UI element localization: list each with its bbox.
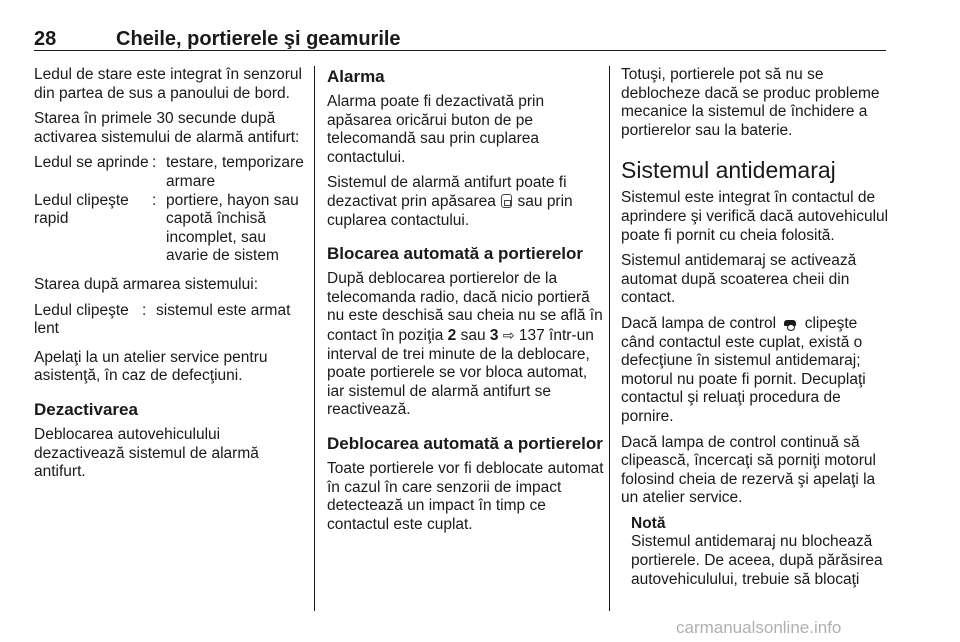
paragraph: Sistemul este integrat în contactul de aprindere şi verifică dacă autovehiculul poate fi pornit cu cheia folosită.	[621, 189, 889, 244]
text-span: sau prin cuplarea contactului.	[327, 192, 573, 229]
text-span: clipeşte când contactul este cuplat, există o defecţiune în sistemul antidemaraj; motorul nu poate fi pornit. Decuplaţi contactul şi reluaţi procedura de pornire.	[621, 314, 866, 425]
paragraph: Deblocarea autovehiculului dezactivează sistemul de alarmă antifurt.	[34, 425, 259, 481]
table-value: portiere, hayon sau capotă închisă incomplet, sau avarie de sistem	[166, 191, 299, 265]
table-value: sistemul este armat	[156, 301, 291, 319]
table-separator: :	[152, 191, 157, 209]
position-number: 2	[447, 326, 457, 344]
status-table-armed	[34, 302, 304, 339]
paragraph	[327, 270, 605, 420]
header-divider	[34, 50, 886, 51]
table-separator: :	[142, 301, 147, 319]
paragraph	[621, 315, 889, 427]
column-divider-1	[314, 66, 315, 611]
paragraph: Ledul de stare este integrat în senzorul din partea de sus a panoului de bord.	[34, 66, 302, 102]
text-span: Dacă lampa de control	[621, 314, 777, 332]
position-number: 3	[489, 326, 499, 344]
paragraph: Starea după armarea sistemului:	[34, 275, 259, 293]
paragraph	[327, 174, 605, 230]
section-heading: Deblocarea automată a portierelor	[327, 433, 603, 453]
paragraph: Toate portierele vor fi deblocate automat în cazul în care senzorii de impact detectează un impact în timp ce contactul este cuplat.	[327, 459, 604, 533]
note-title: Notă	[631, 514, 666, 532]
column-divider-2	[609, 66, 610, 611]
column-1	[34, 66, 304, 489]
note-text: Sistemul antidemaraj nu blochează portierele. De aceea, după părăsirea autovehiculului, trebuie să blocaţi	[631, 533, 883, 588]
note-box	[631, 515, 889, 589]
table-label: Ledul clipeşte lent	[34, 301, 129, 338]
section-heading-large: Sistemul antidemaraj	[621, 157, 836, 184]
paragraph: Totuşi, portierele pot să nu se deblocheze dacă se produc probleme mecanice la sistemul de închidere a portierelor sau la baterie.	[621, 66, 880, 139]
table-value: testare, temporizare armare	[166, 154, 304, 190]
table-label: Ledul clipeşte rapid	[34, 191, 129, 228]
alarm-button-icon	[501, 194, 512, 208]
immobilizer-car-icon	[783, 317, 797, 329]
arrow-icon[interactable]: ⇨	[502, 326, 515, 343]
watermark: carmanualsonline.info	[676, 618, 842, 637]
text-span: După deblocarea portierelor de la telecomanda radio, dacă nicio portieră nu este deschisă sau cheia nu se află în contact în poziţia	[327, 270, 603, 344]
paragraph: Alarma poate fi dezactivată prin apăsarea oricărui buton de pe telecomandă sau prin cuplarea contactului.	[327, 93, 545, 166]
paragraph: Sistemul antidemaraj se activează automat după scoaterea cheii din contact.	[621, 252, 857, 307]
section-heading: Blocarea automată a portierelor	[327, 244, 584, 264]
table-label: Ledul se aprinde	[34, 154, 149, 172]
text-span: 137 într-un interval de trei minute de la deblocare, poate portierele se vor bloca automat, iar sistemul de alarmă antifurt se reactivează.	[327, 326, 594, 419]
column-3	[621, 66, 889, 589]
paragraph: Apelaţi la un atelier service pentru asistenţă, în caz de defecţiuni.	[34, 348, 268, 385]
section-heading: Alarma	[327, 67, 385, 86]
section-heading: Dezactivarea	[34, 399, 138, 419]
page-header	[34, 28, 886, 50]
text-span: Sistemul de alarmă antifurt poate fi dezactivat prin apăsarea	[327, 174, 567, 210]
text-span: sau	[460, 326, 486, 344]
paragraph: Dacă lampa de control continuă să clipească, încercaţi să porniţi motorul folosind cheia de rezervă şi apelaţi la un atelier service.	[621, 433, 877, 507]
page-title: Cheile, portierele şi geamurile	[116, 28, 401, 50]
page-number: 28	[34, 28, 57, 50]
table-separator: :	[152, 154, 157, 172]
status-table-initial	[34, 154, 304, 266]
column-2	[327, 66, 605, 541]
paragraph: Starea în primele 30 secunde după activarea sistemului de alarmă antifurt:	[34, 110, 300, 146]
